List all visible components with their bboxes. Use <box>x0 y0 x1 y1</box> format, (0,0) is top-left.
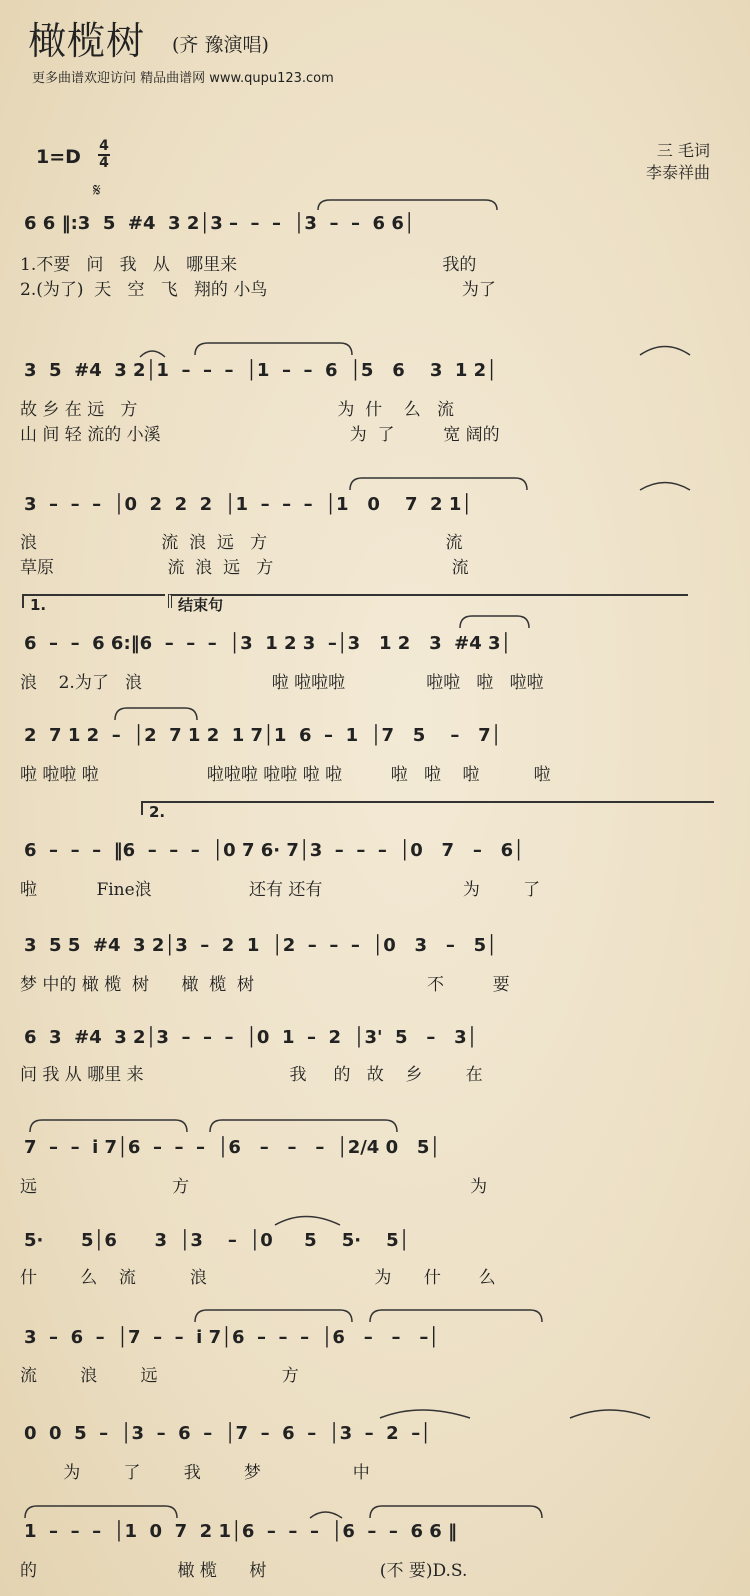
notes-line-2: 3 5 #4 3 2│1 – – – │1 – – 6 │5 6 3 1 2│ <box>24 360 498 381</box>
lyrics-line-4: 浪 2.为了 浪 啦 啦啦啦 啦啦 啦 啦啦 <box>20 673 544 693</box>
singer-credit: (齐 豫演唱) <box>172 34 269 56</box>
lyrics-line-12: 为 了 我 梦 中 <box>20 1463 370 1483</box>
tie <box>318 200 497 210</box>
lyrics-line-2b: 山 间 轻 流的 小溪 为 了 宽 阔的 <box>20 425 500 445</box>
notes-line-1: 6 6 ‖:3 5 #4 3 2│3 – – – │3 – – 6 6│ <box>24 213 415 234</box>
lyricist-credit: 三 毛词 <box>656 141 710 160</box>
tie <box>25 1506 177 1518</box>
tie <box>310 1512 342 1518</box>
lyrics-line-9: 远 方 为 <box>20 1177 488 1197</box>
tie <box>30 1120 187 1132</box>
tie <box>380 1410 470 1418</box>
notes-line-8: 6 3 #4 3 2│3 – – – │0 1 – 2 │3' 5 – 3│ <box>24 1027 478 1048</box>
tie <box>195 343 352 355</box>
notes-line-10: 5· 5│6 3 │3 – │0 5 5· 5│ <box>24 1230 410 1251</box>
lyrics-line-3b: 草原 流 浪 远 方 流 <box>20 558 469 578</box>
lyrics-line-2a: 故 乡 在 远 方 为 什 么 流 <box>20 400 454 420</box>
lyrics-line-13: 的 橄 榄 树 (不 要)D.S. <box>20 1561 468 1581</box>
tie <box>640 483 690 491</box>
lyrics-line-11: 流 浪 远 方 <box>20 1366 299 1386</box>
notes-line-4: 6 – – 6 6:‖6 – – – │3 1 2 3 –│3 1 2 3 #4 3│ <box>24 633 512 654</box>
tie <box>210 1120 397 1132</box>
composer-credit: 李泰祥曲 <box>645 163 710 182</box>
tie <box>460 616 529 628</box>
segno-sign: 𝄋 <box>93 180 101 201</box>
song-title: 橄榄树 <box>28 19 146 63</box>
tie <box>370 1310 542 1322</box>
notes-line-6: 6 – – – ‖6 – – – │0 7 6· 7│3 – – – │0 7 – 6│ <box>24 840 525 861</box>
lyrics-line-8: 问 我 从 哪里 来 我 的 故 乡 在 <box>20 1065 483 1085</box>
key-signature: 1=D <box>36 146 81 168</box>
lyrics-line-1a: 1.不要 问 我 从 哪里来 我的 <box>20 255 477 275</box>
volta-2: 2. <box>141 801 714 815</box>
notes-line-9: 7 – – i 7│6 – – – │6 – – – │2/4 0 5│ <box>24 1137 441 1158</box>
lyrics-line-5: 啦 啦啦 啦 啦啦啦 啦啦 啦 啦 啦 啦 啦 啦 <box>20 765 551 785</box>
lyrics-line-7: 梦 中的 橄 榄 树 橄 榄 树 不 要 <box>20 975 510 995</box>
lyrics-line-1b: 2.(为了) 天 空 飞 翔的 小鸟 为了 <box>20 280 496 300</box>
ending-label: 结束句 <box>168 594 688 608</box>
notes-line-11: 3 – 6 – │7 – – i 7│6 – – – │6 – – –│ <box>24 1327 440 1348</box>
tie <box>370 1506 542 1518</box>
tie <box>115 708 197 720</box>
lyrics-line-6: 啦 Fine浪 还有 还有 为 了 <box>20 880 541 900</box>
tie <box>350 478 527 490</box>
time-bottom: 4 <box>99 155 109 171</box>
notes-line-7: 3 5 5 #4 3 2│3 – 2 1 │2 – – – │0 3 – 5│ <box>24 935 498 956</box>
tie <box>640 347 690 356</box>
notes-line-5: 2 7 1 2 – │2 7 1 2 1 7│1 6 – 1 │7 5 – 7│ <box>24 725 502 746</box>
notes-line-13: 1 – – – │1 0 7 2 1│6 – – – │6 – – 6 6 ‖ <box>24 1521 458 1542</box>
time-top: 4 <box>99 138 109 154</box>
notes-line-3: 3 – – – │0 2 2 2 │1 – – – │1 0 7 2 1│ <box>24 494 473 515</box>
tie <box>195 1310 352 1322</box>
lyrics-line-10: 什 么 流 浪 为 什 么 <box>20 1268 496 1288</box>
tie <box>570 1410 650 1418</box>
tie <box>275 1217 340 1226</box>
volta-1: 1. <box>22 594 165 608</box>
tie <box>140 351 165 357</box>
lyrics-line-3a: 浪 流 浪 远 方 流 <box>20 533 463 553</box>
notes-line-12: 0 0 5 – │3 – 6 – │7 – 6 – │3 – 2 –│ <box>24 1423 432 1444</box>
site-line: 更多曲谱欢迎访问 精品曲谱网 www.qupu123.com <box>32 71 334 86</box>
